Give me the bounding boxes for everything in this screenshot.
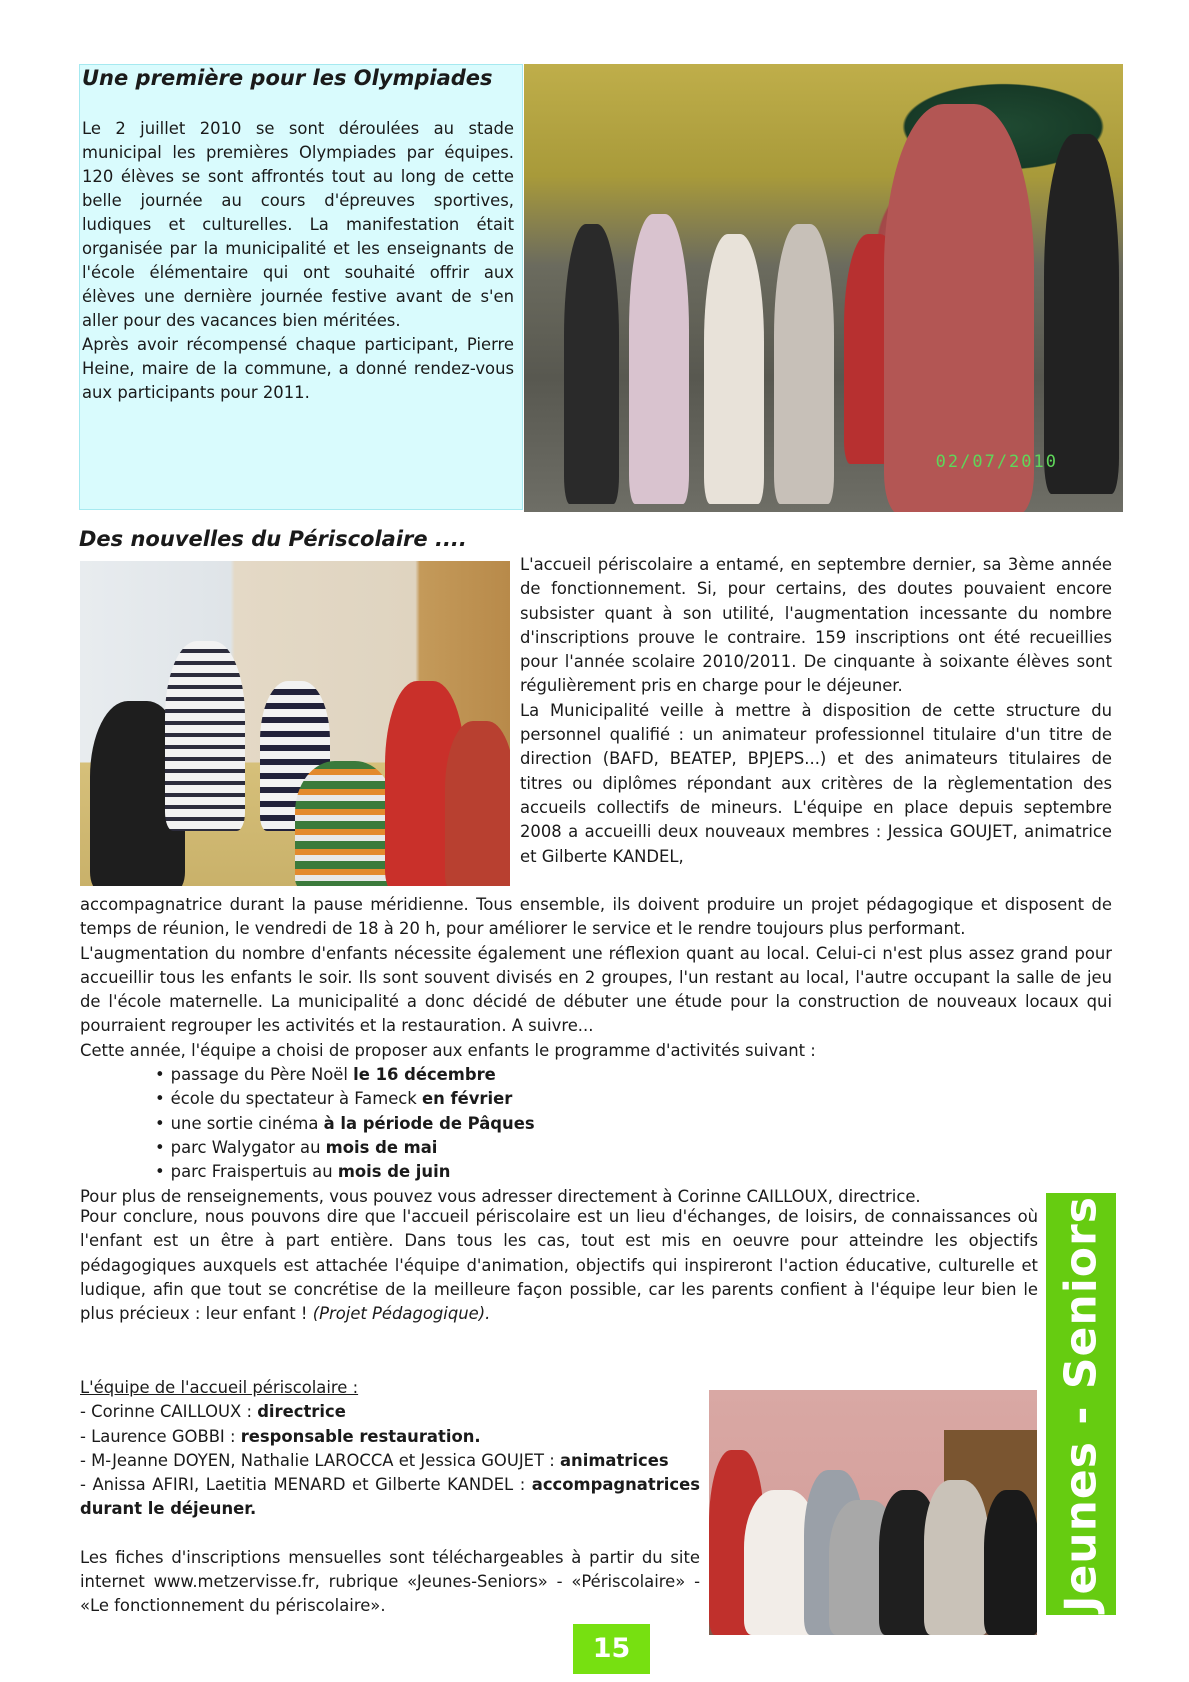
program-item: • passage du Père Noël le 16 décembre xyxy=(155,1063,1112,1087)
photo-figure xyxy=(704,234,764,504)
olympiades-text xyxy=(82,117,514,405)
team-heading: L'équipe de l'accueil périscolaire : xyxy=(80,1378,359,1397)
program-list xyxy=(80,1063,1112,1184)
periscolaire-intro-paragraph-1: L'accueil périscolaire a entamé, en septembre dernier, sa 3ème année de fonctionnement. Si, pour certains, des doutes pouvaient encore subsister quant à son utilité, l'augmentation incessante du nombre d'inscriptions prouve le contraire. 159 inscriptions ont été recueillies pour l'année scolaire 2010/2011. De cinquante à soixante élèves sont régulièrement pris en charge pour le déjeuner. xyxy=(520,555,1112,696)
periscolaire-staff-continuation: accompagnatrice durant la pause méridienne. Tous ensemble, ils doivent produire un projet pédagogique et disposent de temps de réunion, le vendredi de 18 à 20 h, pour améliorer le service et le rendre toujours plus performant. xyxy=(80,895,1112,939)
periscolaire-title: Des nouvelles du Périscolaire .... xyxy=(79,527,467,551)
photo-figure xyxy=(629,214,689,504)
periscolaire-intro-paragraph-2: La Municipalité veille à mettre à disposition de cette structure du personnel qualifié : un animateur professionnel titulaire d'un titre de direction (BAFD, BEATEP, BPJEPS...) et des animateurs titulaires de titres ou diplômes répondant aux critères de la règlementation des accueils collectifs de mineurs. L'équipe en place depuis septembre 2008 a accueilli deux nouveaux membres : Jessica GOUJET, animatrice et Gilberte KANDEL, xyxy=(520,700,1112,866)
team-section xyxy=(80,1376,700,1619)
conclusion-source: (Projet Pédagogique). xyxy=(312,1304,491,1324)
olympiades-paragraph-2: Après avoir récompensé chaque participant, Pierre Heine, maire de la commune, a donné rendez-vous aux participants pour 2011. xyxy=(82,335,514,402)
section-tab-label: Jeunes - Seniors xyxy=(1055,1196,1107,1612)
download-note: Les fiches d'inscriptions mensuelles sont téléchargeables à partir du site internet www.metzervisse.fr, rubrique «Jeunes-Seniors» - «Périscolaire» - «Le fonctionnement du périscolaire». xyxy=(80,1547,700,1616)
section-tab xyxy=(1046,1193,1116,1615)
periscolaire-photo xyxy=(80,561,510,886)
team-member: - Laurence GOBBI : responsable restauration. xyxy=(80,1426,481,1446)
program-item: • école du spectateur à Fameck en février xyxy=(155,1087,1112,1111)
page-number: 15 xyxy=(573,1624,650,1674)
team-member: - Corinne CAILLOUX : directrice xyxy=(80,1402,346,1422)
photo-figure xyxy=(165,641,245,831)
program-intro: Cette année, l'équipe a choisi de proposer aux enfants le programme d'activités suivant : xyxy=(80,1040,816,1060)
program-item: • une sortie cinéma à la période de Pâques xyxy=(155,1112,1112,1136)
photo-figure xyxy=(295,761,395,886)
photo-figure xyxy=(924,1480,989,1635)
photo-figure xyxy=(884,104,1034,512)
periscolaire-body xyxy=(80,893,1112,1209)
team-member: - M-Jeanne DOYEN, Nathalie LAROCCA et Jessica GOUJET : animatrices xyxy=(80,1450,669,1470)
photo-figure xyxy=(1044,134,1119,494)
olympiades-photo xyxy=(524,64,1123,512)
team-member: - Anissa AFIRI, Laetitia MENARD et Gilberte KANDEL : accompagnatrices durant le déjeuner. xyxy=(80,1475,700,1519)
photo-figure xyxy=(984,1490,1037,1635)
photo-figure xyxy=(774,224,834,504)
olympiades-paragraph-1: Le 2 juillet 2010 se sont déroulées au stade municipal les premières Olympiades par équipes. 120 élèves se sont affrontés tout au long de cette belle journée au cours d'épreuves sportives, ludiques et culturelles. La manifestation était organisée par la municipalité et les enseignants de l'école élémentaire qui ont souhaité offrir aux élèves une dernière journée festive avant de s'en aller pour des vacances bien méritées. xyxy=(82,119,514,330)
photo-date-stamp: 02/07/2010 xyxy=(935,452,1058,472)
periscolaire-intro xyxy=(520,553,1112,869)
photo-figure xyxy=(445,721,510,886)
conclusion-paragraph: Pour conclure, nous pouvons dire que l'accueil périscolaire est un lieu d'échanges, de loisirs, de connaissances où l'enfant est un être à part entière. Dans tous les cas, tout est mis en oeuvre pour atteindre les objectifs pédagogiques auxquels est attachée l'équipe d'animation, objectifs qui inspireront l'action éducative, culturelle et ludique, afin que tout se concrétise de la meilleure façon possible, car les parents confient à l'équipe leur bien le plus précieux : leur enfant ! (Projet Pédagogique). xyxy=(80,1207,1038,1324)
contact-paragraph: Pour plus de renseignements, vous pouvez vous adresser directement à Corinne CAILLOUX, directrice. xyxy=(80,1186,921,1206)
program-item: • parc Fraispertuis au mois de juin xyxy=(155,1160,1112,1184)
olympiades-title: Une première pour les Olympiades xyxy=(82,66,493,90)
periscolaire-local-paragraph: L'augmentation du nombre d'enfants nécessite également une réflexion quant au local. Celui-ci n'est plus assez grand pour accueillir tous les enfants le soir. Ils sont souvent divisés en 2 groupes, l'un restant au local, l'autre occupant la salle de jeu de l'école maternelle. La municipalité a donc décidé de débuter une étude pour la construction de nouveaux locaux qui pourraient regrouper les activités et la restauration. A suivre... xyxy=(80,943,1112,1036)
team-photo xyxy=(709,1390,1037,1635)
photo-figure xyxy=(564,224,619,504)
program-item: • parc Walygator au mois de mai xyxy=(155,1136,1112,1160)
